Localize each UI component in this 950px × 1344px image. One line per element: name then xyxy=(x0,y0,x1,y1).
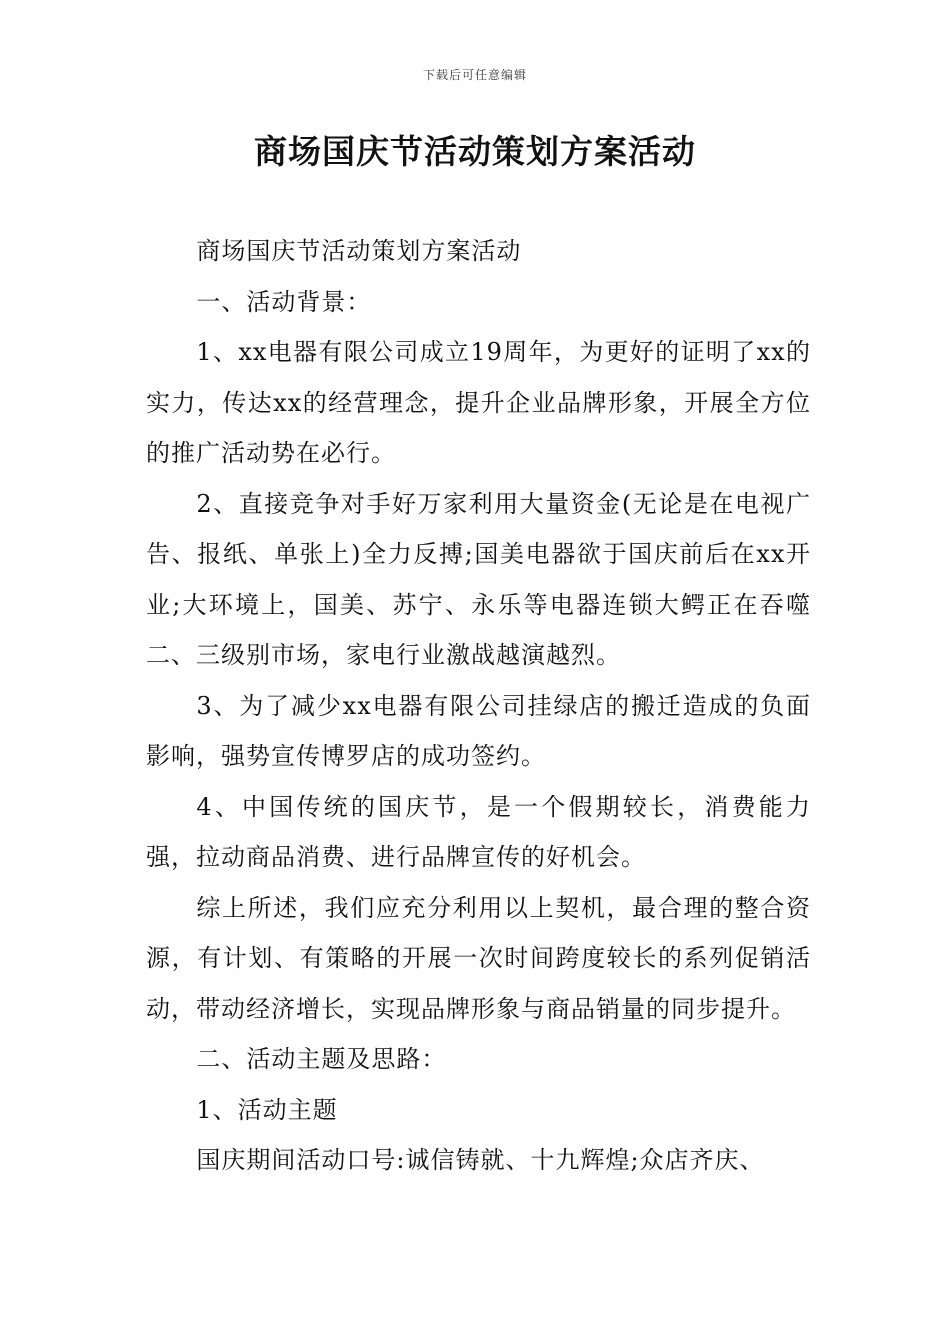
paragraph: 综上所述，我们应充分利用以上契机，最合理的整合资源，有计划、有策略的开展一次时间跨度较长的系列促销活动，带动经济增长，实现品牌形象与商品销量的同步提升。 xyxy=(146,893,811,1023)
paragraph: 2、直接竞争对手好万家利用大量资金(无论是在电视广告、报纸、单张上)全力反搏;国美电器欲于国庆前后在xx开业;大环境上，国美、苏宁、永乐等电器连锁大鳄正在吞噬二、三级别市场，家电行业激战越演越烈。 xyxy=(146,489,811,669)
header-note: 下载后可任意编辑 xyxy=(422,68,527,82)
paragraph: 3、为了减少xx电器有限公司挂绿店的搬迁造成的负面影响，强势宣传博罗店的成功签约。 xyxy=(146,691,811,770)
sub-heading: 1、活动主题 xyxy=(196,1095,338,1124)
section-heading: 二、活动主题及思路： xyxy=(196,1045,447,1073)
paragraph: 国庆期间活动口号:诚信铸就、十九辉煌;众店齐庆、 xyxy=(196,1146,765,1174)
document-body xyxy=(146,226,811,1186)
paragraph: 1、xx电器有限公司成立19周年，为更好的证明了xx的实力，传达xx的经营理念，提升企业品牌形象，开展全方位的推广活动势在必行。 xyxy=(146,338,811,467)
paragraph: 4、中国传统的国庆节，是一个假期较长，消费能力强，拉动商品消费、进行品牌宣传的好机会。 xyxy=(146,792,811,871)
document-title: 商场国庆节活动策划方案活动 xyxy=(254,132,696,171)
paragraph: 商场国庆节活动策划方案活动 xyxy=(196,237,522,265)
section-heading: 一、活动背景： xyxy=(196,287,372,316)
